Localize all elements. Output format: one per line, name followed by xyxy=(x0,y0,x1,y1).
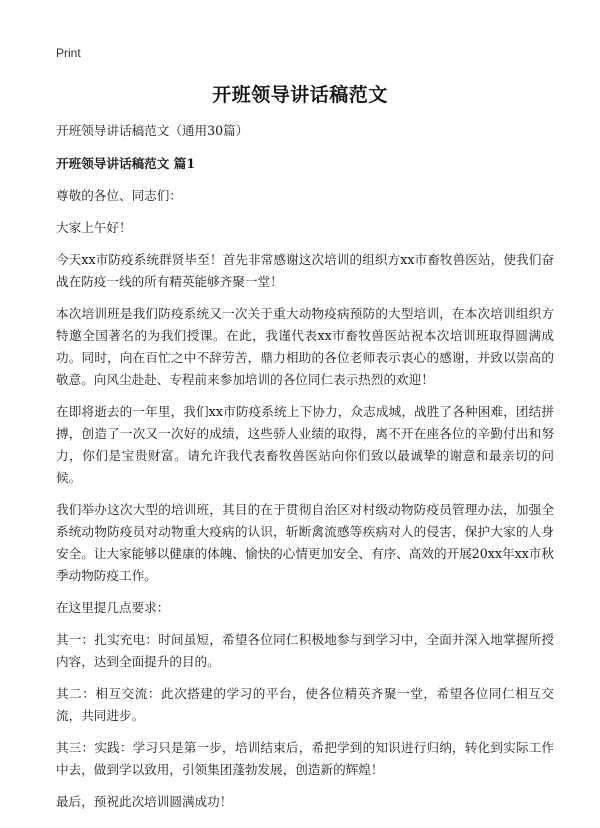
paragraph: 我们举办这次大型的培训班，其目的在于贯彻自治区对村级动物防疫员管理办法，加强全系统动物防疫员对动物重大疫病的认识，斩断禽流感等疾病对人的侵害，保护大家的人身安全。让大家能够以健康的体魄、愉快的心情更加安全、有序、高效的开展20xx年xx市秋季动物防疫工作。 xyxy=(56,502,554,583)
paragraph: 在这里提几点要求： xyxy=(56,600,170,615)
print-link[interactable]: Print xyxy=(56,46,81,60)
document-subtitle: 开班领导讲话稿范文（通用30篇） xyxy=(56,123,249,138)
paragraph: 本次培训班是我们防疫系统又一次关于重大动物疫病预防的大型培训，在本次培训组织方特邀全国著名的为我们授课。在此，我谨代表xx市畜牧兽医站祝本次培训班取得圆满成功。同时，向在百忙之中不辞劳苦，鼎力相助的各位老师表示衷心的感谢，并致以崇高的敬意。向风尘赴赴、专程前来参加培训的各位同仁表示热烈的欢迎！ xyxy=(56,306,554,387)
requirement-item: 其一：扎实充电：时间虽短，希望各位同仁积极地参与到学习中，全面并深入地掌握所授内容，达到全面提升的目的。 xyxy=(56,632,554,669)
salutation: 尊敬的各位、同志们： xyxy=(56,188,182,203)
requirement-item: 其二：相互交流：此次搭建的学习的平台，使各位精英齐聚一堂，希望各位同仁相互交流，共同进步。 xyxy=(56,686,554,723)
greeting: 大家上午好！ xyxy=(56,220,132,235)
chapter-heading: 开班领导讲话稿范文 篇1 xyxy=(56,156,196,171)
document-body xyxy=(56,120,554,823)
requirement-item: 其三：实践：学习只是第一步，培训结束后，希把学到的知识进行归纳，转化到实际工作中去，做到学以致用，引领集团蓬勃发展，创造新的辉煌！ xyxy=(56,740,554,777)
page-title: 开班领导讲话稿范文 xyxy=(212,84,388,106)
paragraph: 今天xx市防疫系统群贤毕至！首先非常感谢这次培训的组织方xx市畜牧兽医站，使我们奋战在防疫一线的所有精英能够齐聚一堂！ xyxy=(56,252,554,289)
closing-line: 最后，预祝此次培训圆满成功！ xyxy=(56,794,233,809)
paragraph: 在即将逝去的一年里，我们xx市防疫系统上下协力，众志成城，战胜了各种困难，团结拼搏，创造了一次又一次好的成绩，这些骄人业绩的取得，离不开在座各位的辛勤付出和努力，你们是宝贵财富。请允许我代表畜牧兽医站向你们致以最诚挚的谢意和最亲切的问候。 xyxy=(56,404,554,485)
